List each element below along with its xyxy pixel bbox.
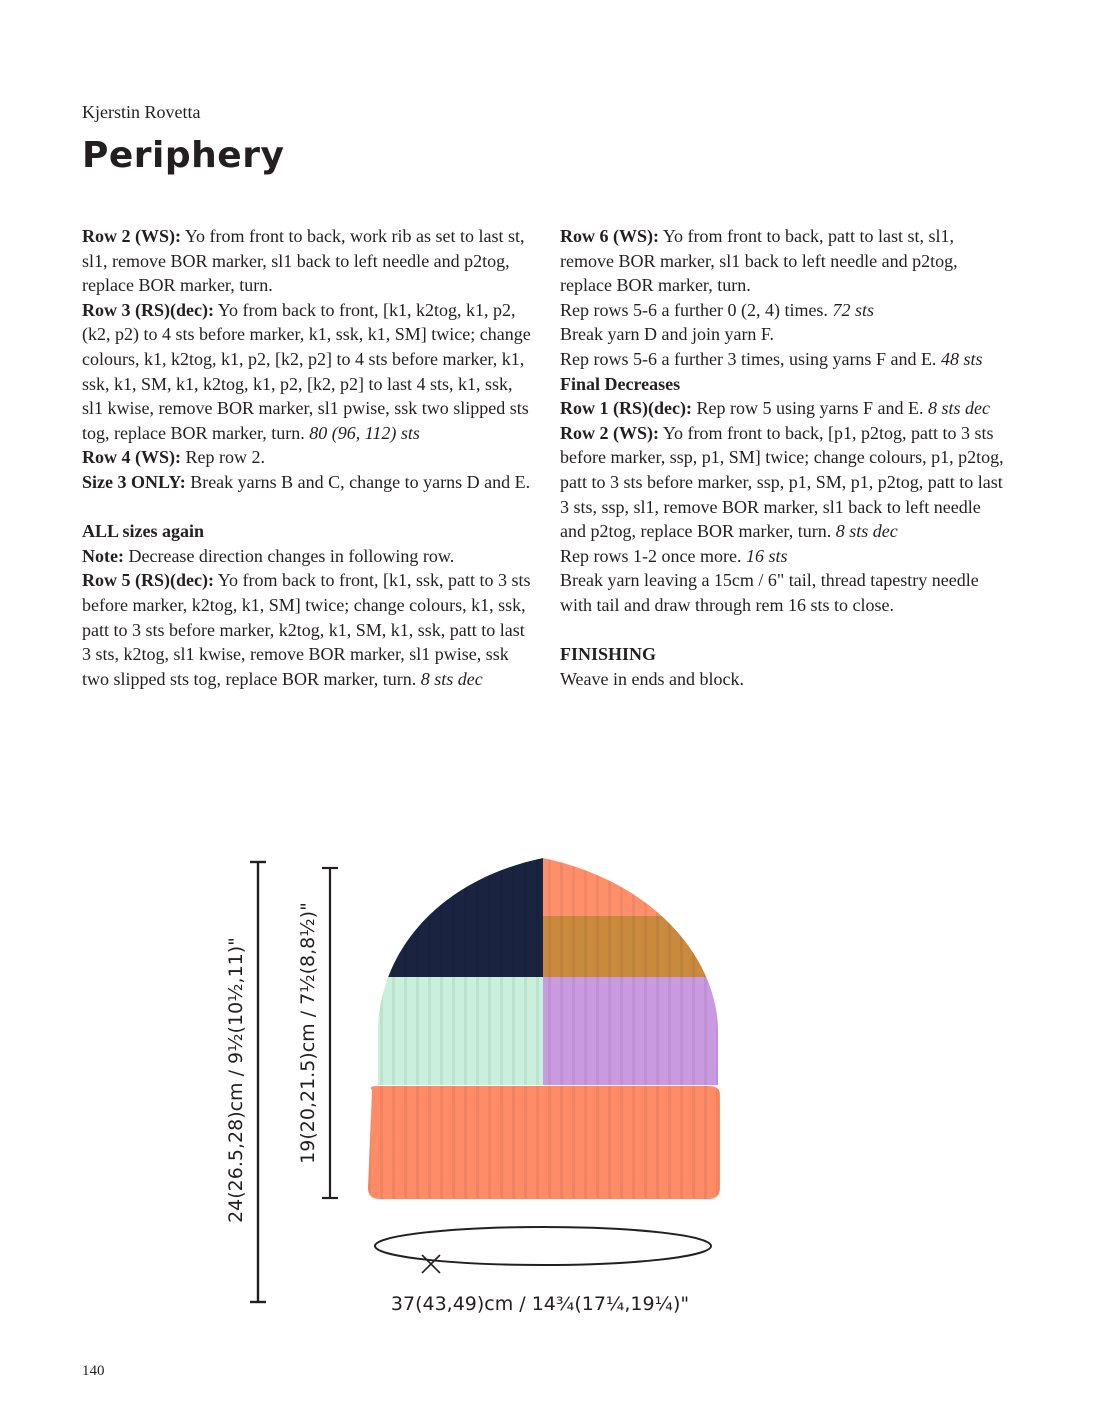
stitch-count: 48 sts — [940, 348, 983, 369]
instruction-text: Break yarns B and C, change to yarns D and E. — [185, 471, 531, 492]
circumference-marker — [422, 1255, 440, 1273]
body-height-dimension — [322, 868, 338, 1198]
instruction-paragraph — [560, 421, 1010, 544]
instruction-label: Row 2 (WS): — [82, 226, 181, 246]
hat-schematic — [200, 850, 760, 1330]
instruction-label: Size 3 ONLY: — [82, 471, 186, 492]
author-name: Kjerstin Rovetta — [82, 102, 201, 122]
instruction-paragraph — [560, 298, 1010, 323]
instruction-label: FINISHING — [560, 644, 657, 665]
stitch-count: 8 sts dec — [927, 398, 990, 419]
total-height-dimension — [250, 862, 266, 1302]
instruction-text: Rep row 5 using yarns F and E. — [691, 398, 928, 419]
instruction-paragraph — [82, 568, 532, 691]
stitch-count: 80 (96, 112) sts — [309, 422, 420, 443]
instruction-paragraph — [82, 224, 532, 298]
instruction-paragraph — [560, 224, 1010, 298]
instruction-text: Break yarn D and join yarn F. — [560, 324, 775, 345]
instruction-paragraph — [82, 445, 532, 470]
instruction-label: Final Decreases — [560, 373, 681, 394]
instruction-paragraph — [560, 372, 1010, 397]
stitch-count: 72 sts — [832, 299, 874, 320]
paragraph-gap — [82, 495, 532, 520]
instruction-label: Row 6 (WS): — [560, 226, 659, 246]
instruction-text: Yo from front to back, patt to last st, sl1, remove BOR marker, sl1 back to left needle and p2tog, replace BOR marker, turn. — [560, 226, 958, 296]
instruction-label: ALL sizes again — [82, 521, 205, 542]
circumference-label: 37(43,49)cm / 14¾(17¼,19¼)" — [390, 1293, 690, 1315]
instruction-paragraph — [82, 298, 532, 446]
instruction-text: Yo from front to back, [p1, p2tog, patt to 3 sts before marker, ssp, p1, SM] twice; change colours, p1, p2tog, patt to 3 sts before marker, ssp, p1, SM, p1, p2tog, patt to last 3 sts, ssp, sl1, remove BOR marker, sl1 back to left needle and p2tog, replace BOR marker, turn. — [560, 422, 1004, 542]
page-number: 140 — [82, 1363, 105, 1379]
instruction-text: Break yarn leaving a 15cm / 6" tail, thread tapestry needle with tail and draw through rem 16 sts to close. — [560, 570, 979, 615]
instruction-paragraph — [560, 396, 1010, 421]
stitch-count: 8 sts dec — [835, 521, 898, 542]
instruction-paragraph — [560, 642, 1010, 667]
instruction-paragraph — [560, 322, 1010, 347]
hat-crown — [370, 850, 730, 1092]
instructions-right-column — [560, 224, 1010, 691]
instruction-label: Row 2 (WS): — [560, 422, 659, 443]
instruction-paragraph — [82, 470, 532, 495]
instruction-text: Yo from back to front, [k1, ssk, patt to 3 sts before marker, k2tog, k1, SM] twice; change colours, k1, ssk, patt to 3 sts before marker, k2tog, k1, SM, k1, ssk, patt to last 3 sts, k2tog, sl1 kwise, remove BOR marker, sl1 pwise, ssk two slipped sts tog, replace BOR marker, turn. — [82, 570, 531, 689]
body-height-label: 19(20,21.5)cm / 7½(8,8½)" — [297, 902, 319, 1164]
instruction-text: Yo from back to front, [k1, k2tog, k1, p2, (k2, p2) to 4 sts before marker, k1, ssk, k1, SM] twice; change colours, k1, k2tog, k1, p2, [k2, p2] to 4 sts before marker, k1, ssk, k1, SM, k1, k2tog, k1, p2, [k2, p2] to last 4 sts, k1, ssk, sl1 kwise, remove BOR marker, sl1 pwise, ssk two slipped sts tog, replace BOR marker, turn. — [82, 299, 531, 443]
total-height-label: 24(26.5,28)cm / 9½(10½,11)" — [225, 937, 247, 1223]
instruction-text: Rep rows 5-6 a further 0 (2, 4) times. — [560, 299, 833, 320]
instruction-label: Row 1 (RS)(dec): — [560, 398, 692, 419]
instruction-paragraph — [560, 667, 1010, 692]
instructions-left-column — [82, 224, 532, 691]
instruction-label: Row 5 (RS)(dec): — [82, 570, 214, 591]
instruction-text: Yo from front to back, work rib as set to last st, sl1, remove BOR marker, sl1 back to left needle and p2tog, replace BOR marker, turn. — [82, 226, 525, 296]
instruction-paragraph — [82, 519, 532, 544]
instruction-text: Rep rows 5-6 a further 3 times, using yarns F and E. — [560, 348, 941, 369]
instruction-paragraph — [82, 544, 532, 569]
instruction-text: Weave in ends and block. — [560, 668, 744, 689]
instruction-label: Note: — [82, 545, 124, 566]
instruction-paragraph — [560, 568, 1010, 617]
instruction-text: Rep rows 1-2 once more. — [560, 545, 746, 566]
stitch-count: 16 sts — [745, 545, 788, 566]
instruction-paragraph — [560, 544, 1010, 569]
paragraph-gap — [560, 618, 1010, 643]
instruction-text: Decrease direction changes in following row. — [123, 545, 455, 566]
instruction-label: Row 4 (WS): — [82, 447, 181, 468]
instruction-paragraph — [560, 347, 1010, 372]
instruction-label: Row 3 (RS)(dec): — [82, 299, 214, 320]
pattern-title: Periphery — [82, 135, 285, 176]
stitch-count: 8 sts dec — [420, 668, 483, 689]
instruction-text: Rep row 2. — [181, 447, 265, 468]
